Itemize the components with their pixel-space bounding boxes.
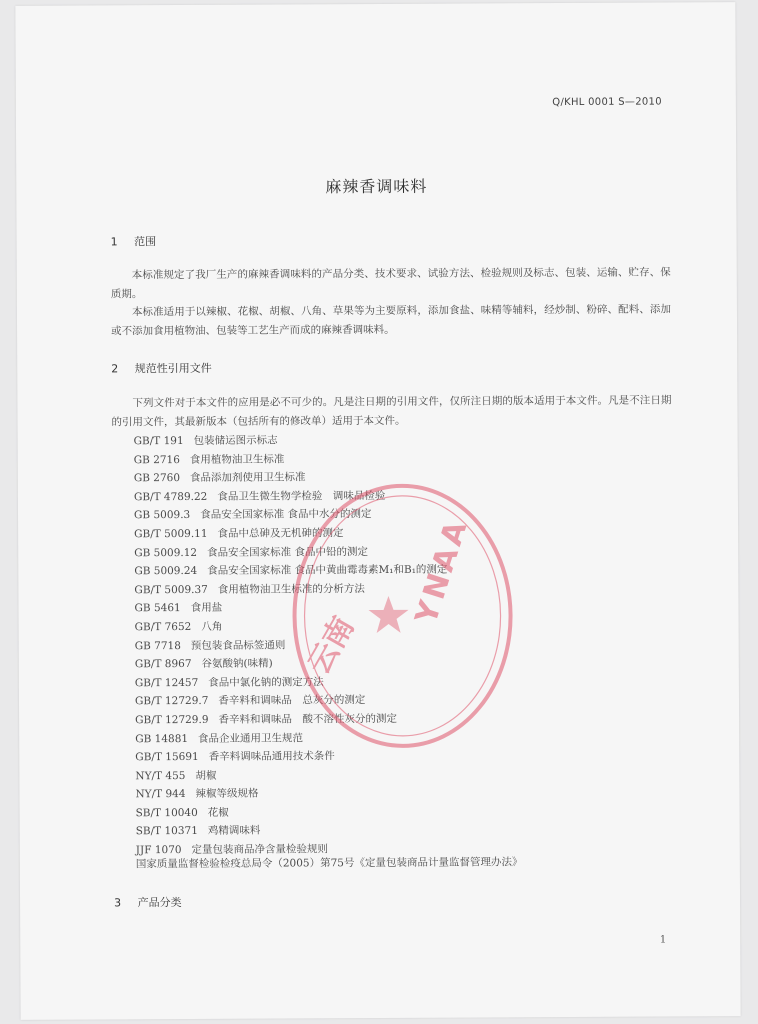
document-title: 麻辣香调味料: [325, 176, 428, 197]
reference-code: SB/T 10040: [135, 806, 198, 820]
reference-item: [135, 710, 448, 730]
reference-code: GB 5009.12: [134, 546, 198, 559]
reference-item: [135, 691, 448, 711]
reference-code: GB 2760: [133, 472, 181, 485]
section-number: 3: [114, 896, 122, 910]
reference-title: 胡椒: [195, 769, 217, 782]
reference-regulation: 国家质量监督检验检疫总局令（2005）第75号《定量包装商品计量监督管理办法》: [135, 856, 523, 871]
reference-item: [135, 635, 448, 655]
scope-paragraph: 本标准适用于以辣椒、花椒、胡椒、八角、草果等为主要原料，添加食盐、味精等辅料，经炒制、粉碎、配料、添加或不添加食用植物油、包装等工艺生产而成的麻辣香调味料。: [111, 303, 671, 337]
reference-code: GB/T 5009.37: [134, 583, 208, 597]
reference-title: 香辛料和调味品 酸不溶性灰分的测定: [218, 712, 398, 726]
reference-item: [134, 468, 447, 488]
reference-item: [134, 542, 447, 562]
section-title: 规范性引用文件: [134, 361, 212, 376]
reference-title: 鸡精调味料: [207, 825, 261, 838]
reference-code: GB/T 4789.22: [133, 490, 208, 504]
reference-code: GB/T 12729.9: [135, 713, 209, 727]
reference-item: [135, 672, 448, 692]
section-title: 范围: [134, 235, 157, 249]
reference-code: GB 14881: [135, 732, 189, 745]
reference-code: JJF 1070: [135, 844, 182, 857]
seal-text-latin: YNAA: [408, 513, 476, 629]
reference-item: [135, 617, 448, 637]
reference-title: 食品中总砷及无机砷的测定: [217, 527, 344, 540]
reference-code: GB 5461: [134, 602, 181, 615]
reference-code: GB/T 12457: [134, 676, 199, 689]
reference-title: 辣椒等级规格: [195, 787, 259, 801]
reference-title: 谷氨酸钠(味精): [201, 657, 273, 671]
reference-item: [134, 431, 447, 451]
references-list: [134, 431, 449, 860]
scope-paragraph: 本标准规定了我厂生产的麻辣香调味料的产品分类、技术要求、试验方法、检验规则及标志、包装、运输、贮存、保质期。: [110, 266, 671, 300]
reference-title: 食品企业通用卫生规范: [198, 731, 304, 745]
reference-title: 香辛料和调味品 总灰分的测定: [218, 694, 366, 708]
reference-item: [135, 728, 448, 748]
seal-text-chinese: 云南: [301, 610, 362, 681]
reference-item: [134, 486, 447, 506]
document-page: [15, 2, 740, 1020]
reference-title: 食品中氯化钠的测定方法: [208, 676, 324, 689]
reference-title: 食品安全国家标准 食品中黄曲霉毒素M₁和B₁的测定: [207, 563, 448, 578]
reference-code: GB 7718: [134, 639, 181, 652]
reference-code: NY/T 944: [135, 788, 186, 801]
reference-title: 食用植物油卫生标准的分析方法: [217, 582, 365, 596]
reference-title: 香辛料调味品通用技术条件: [208, 750, 335, 763]
document-code: Q/KHL 0001 S—2010: [552, 96, 662, 109]
reference-title: 包装储运图示标志: [193, 434, 278, 447]
section-number: 2: [111, 362, 119, 376]
reference-code: GB 2716: [133, 453, 180, 466]
reference-item: [134, 449, 447, 469]
section-title: 产品分类: [137, 896, 182, 910]
reference-title: 食用盐: [190, 602, 223, 615]
reference-code: GB/T 15691: [135, 751, 199, 764]
reference-code: GB/T 8967: [134, 658, 192, 671]
references-intro: 下列文件对于本文件的应用是必不可少的。凡是注日期的引用文件，仅所注日期的版本适用于本文件。凡是不注日期的引用文件，其最新版本（包括所有的修改单）适用于本文件。: [111, 394, 672, 428]
section-heading-scope: [111, 233, 157, 249]
reference-item: [134, 505, 447, 525]
reference-title: 预包装食品标签通则: [190, 639, 286, 652]
reference-code: NY/T 455: [135, 769, 186, 782]
section-heading-classification: [114, 894, 182, 910]
reference-title: 食品安全国家标准 食品中水分的测定: [200, 508, 372, 522]
reference-code: GB 5009.3: [133, 509, 191, 522]
reference-item: [135, 784, 448, 804]
reference-item: [135, 654, 448, 674]
reference-code: GB 5009.24: [134, 565, 198, 578]
reference-code: GB/T 7652: [134, 620, 192, 634]
reference-title: 食品卫生微生物学检验 调味品检验: [217, 489, 386, 503]
page-number: 1: [659, 934, 667, 946]
reference-code: GB/T 12729.7: [134, 695, 209, 708]
reference-item: [134, 598, 447, 618]
reference-title: 食用植物油卫生标准: [189, 453, 285, 466]
reference-item: [135, 765, 448, 785]
reference-item: [136, 821, 449, 841]
reference-item: [134, 524, 447, 544]
reference-item: [135, 747, 448, 767]
reference-code: SB/T 10371: [135, 825, 198, 838]
reference-code: GB/T 191: [133, 435, 184, 448]
reference-title: 食品添加剂使用卫生标准: [189, 471, 306, 485]
reference-item: [136, 803, 449, 823]
section-number: 1: [110, 235, 118, 249]
reference-item: [134, 561, 447, 581]
reference-code: GB/T 5009.11: [134, 527, 208, 541]
reference-title: 花椒: [207, 806, 229, 819]
reference-title: 食品安全国家标准 食品中铅的测定: [207, 545, 368, 559]
section-heading-references: [111, 360, 212, 377]
reference-item: [134, 579, 447, 599]
reference-title: 八角: [201, 620, 223, 633]
reference-title: 定量包装商品净含量检验规则: [191, 843, 329, 857]
